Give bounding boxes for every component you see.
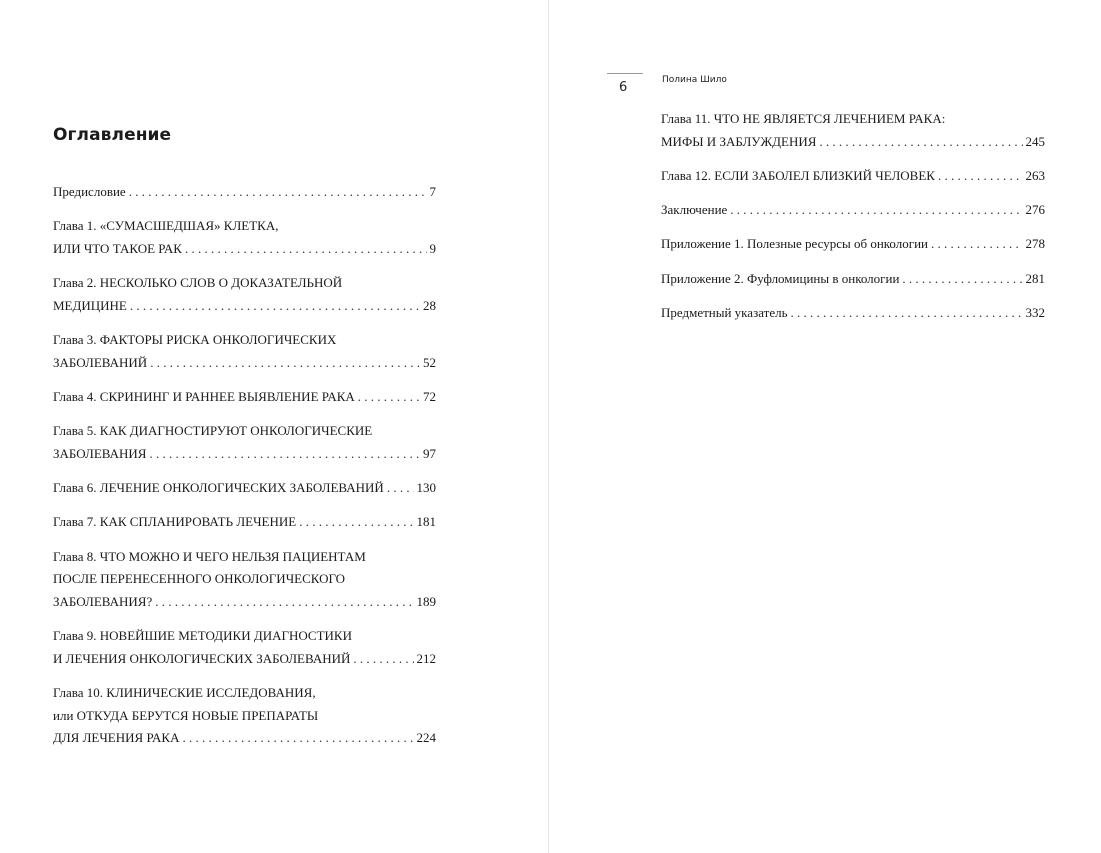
toc-entry-title-line: Глава 1. «СУМАСШЕДШАЯ» КЛЕТКА, — [53, 218, 279, 234]
toc-entry-final-line — [661, 199, 1045, 222]
toc-entry-title: Глава 12. ЕСЛИ ЗАБОЛЕЛ БЛИЗКИЙ ЧЕЛОВЕК — [661, 167, 935, 183]
toc-entry-final-line — [661, 131, 1045, 154]
toc-page-number: 97 — [423, 445, 436, 461]
running-head-author: Полина Шило — [662, 75, 727, 85]
header-rule — [607, 73, 643, 74]
toc-dot-leader — [150, 352, 420, 375]
toc-entry-title: МЕДИЦИНЕ — [53, 297, 127, 313]
toc-dot-leader — [938, 165, 1023, 188]
toc-entry-final-line — [53, 238, 436, 261]
toc-entry[interactable] — [53, 546, 436, 614]
page-title: Оглавление — [53, 125, 172, 145]
toc-entry-title: И ЛЕЧЕНИЯ ОНКОЛОГИЧЕСКИХ ЗАБОЛЕВАНИЙ — [53, 650, 351, 666]
toc-page-number: 189 — [416, 593, 436, 609]
left-page — [0, 0, 549, 853]
toc-entry-title-line: Глава 9. НОВЕЙШИЕ МЕТОДИКИ ДИАГНОСТИКИ — [53, 628, 352, 644]
toc-entry[interactable] — [53, 511, 436, 534]
toc-page-number: 7 — [429, 184, 436, 199]
toc-entry-final-line — [661, 268, 1045, 291]
toc-dot-leader — [185, 238, 427, 261]
toc-dot-leader — [182, 727, 413, 750]
toc-entry-title: Приложение 1. Полезные ресурсы об онкологии — [661, 236, 928, 252]
toc-page-number: 212 — [416, 650, 436, 666]
toc-page-number: 263 — [1025, 167, 1045, 183]
toc-entry-title-line: или ОТКУДА БЕРУТСЯ НОВЫЕ ПРЕПАРАТЫ — [53, 707, 319, 723]
toc-dot-leader — [387, 477, 414, 500]
toc-entry-title: ДЛЯ ЛЕЧЕНИЯ РАКА — [53, 730, 180, 746]
toc-page-number: 281 — [1025, 270, 1045, 286]
toc-entry-title: ЗАБОЛЕВАНИЯ? — [53, 593, 153, 609]
toc-list-left — [53, 181, 436, 750]
toc-entry-final-line — [661, 233, 1045, 256]
toc-entry[interactable] — [53, 625, 436, 670]
toc-entry-title: Приложение 2. Фуфломицины в онкологии — [661, 270, 900, 286]
toc-entry-final-line — [53, 727, 436, 750]
toc-entry-final-line — [53, 352, 436, 375]
toc-dot-leader — [149, 443, 420, 466]
toc-entry-title: Заключение — [661, 202, 728, 218]
toc-entry[interactable] — [53, 386, 436, 409]
toc-entry[interactable] — [661, 165, 1045, 188]
toc-dot-leader — [791, 302, 1023, 325]
toc-entry-title-line: ПОСЛЕ ПЕРЕНЕСЕННОГО ОНКОЛОГИЧЕСКОГО — [53, 571, 346, 587]
toc-dot-leader — [730, 199, 1022, 222]
toc-entry-final-line — [53, 443, 436, 466]
toc-list-right — [661, 108, 1045, 325]
toc-entry-final-line — [53, 648, 436, 671]
toc-entry-final-line — [53, 591, 436, 614]
toc-entry-title: ИЛИ ЧТО ТАКОЕ РАК — [53, 240, 182, 256]
toc-page-number: 278 — [1025, 236, 1045, 252]
toc-entry-title-line: Глава 10. КЛИНИЧЕСКИЕ ИССЛЕДОВАНИЯ, — [53, 684, 316, 700]
toc-dot-leader — [129, 181, 427, 204]
toc-page-number: 224 — [416, 730, 436, 746]
toc-entry-title-line: Глава 8. ЧТО МОЖНО И ЧЕГО НЕЛЬЗЯ ПАЦИЕНТАМ — [53, 548, 366, 564]
toc-entry-final-line — [661, 302, 1045, 325]
toc-page-number: 9 — [429, 240, 436, 256]
toc-dot-leader — [358, 386, 420, 409]
toc-entry-title: Глава 7. КАК СПЛАНИРОВАТЬ ЛЕЧЕНИЕ — [53, 514, 297, 530]
toc-entry-final-line — [53, 386, 436, 409]
toc-entry[interactable] — [53, 215, 436, 260]
toc-entry[interactable] — [53, 272, 436, 317]
toc-dot-leader — [931, 233, 1023, 256]
toc-entry-title: ЗАБОЛЕВАНИЙ — [53, 354, 148, 370]
toc-entry-final-line — [53, 477, 436, 500]
toc-entry-title-line: Глава 5. КАК ДИАГНОСТИРУЮТ ОНКОЛОГИЧЕСКИЕ — [53, 423, 373, 439]
toc-entry-final-line — [53, 181, 436, 204]
toc-dot-leader — [902, 268, 1022, 291]
toc-dot-leader — [353, 648, 413, 671]
toc-entry[interactable] — [661, 302, 1045, 325]
toc-entry[interactable] — [53, 420, 436, 465]
toc-entry[interactable] — [661, 199, 1045, 222]
toc-entry[interactable] — [53, 477, 436, 500]
toc-entry[interactable] — [53, 682, 436, 750]
toc-page-number: 52 — [423, 354, 436, 370]
toc-entry-title-line: Глава 3. ФАКТОРЫ РИСКА ОНКОЛОГИЧЕСКИХ — [53, 332, 337, 348]
toc-page-number: 181 — [416, 514, 436, 530]
toc-entry-title: Глава 4. СКРИНИНГ И РАННЕЕ ВЫЯВЛЕНИЕ РАКА — [53, 388, 355, 404]
toc-entry-title: Предметный указатель — [661, 305, 788, 320]
page-number: 6 — [619, 80, 628, 95]
toc-dot-leader — [130, 295, 420, 318]
toc-entry-title-line: Глава 2. НЕСКОЛЬКО СЛОВ О ДОКАЗАТЕЛЬНОЙ — [53, 275, 343, 291]
toc-entry-title-line: Глава 11. ЧТО НЕ ЯВЛЯЕТСЯ ЛЕЧЕНИЕМ РАКА: — [661, 111, 946, 126]
toc-page-number: 245 — [1025, 133, 1045, 149]
toc-entry[interactable] — [661, 268, 1045, 291]
toc-page-number: 72 — [423, 388, 436, 404]
toc-entry[interactable] — [661, 233, 1045, 256]
toc-entry-title: Предисловие — [53, 184, 126, 199]
toc-entry-final-line — [53, 511, 436, 534]
toc-entry[interactable] — [661, 108, 1045, 153]
toc-page-number: 332 — [1025, 305, 1045, 320]
toc-dot-leader — [299, 511, 413, 534]
toc-entry-final-line — [661, 165, 1045, 188]
toc-entry-final-line — [53, 295, 436, 318]
right-page — [549, 0, 1101, 853]
toc-entry-title: ЗАБОЛЕВАНИЯ — [53, 445, 147, 461]
toc-dot-leader — [155, 591, 413, 614]
toc-entry-title: МИФЫ И ЗАБЛУЖДЕНИЯ — [661, 133, 817, 149]
toc-page-number: 276 — [1025, 202, 1045, 218]
toc-entry[interactable] — [53, 181, 436, 204]
toc-page-number: 130 — [416, 480, 436, 496]
toc-dot-leader — [819, 131, 1022, 154]
toc-page-number: 28 — [423, 297, 436, 313]
toc-entry[interactable] — [53, 329, 436, 374]
toc-entry-title: Глава 6. ЛЕЧЕНИЕ ОНКОЛОГИЧЕСКИХ ЗАБОЛЕВАНИЙ — [53, 480, 384, 496]
